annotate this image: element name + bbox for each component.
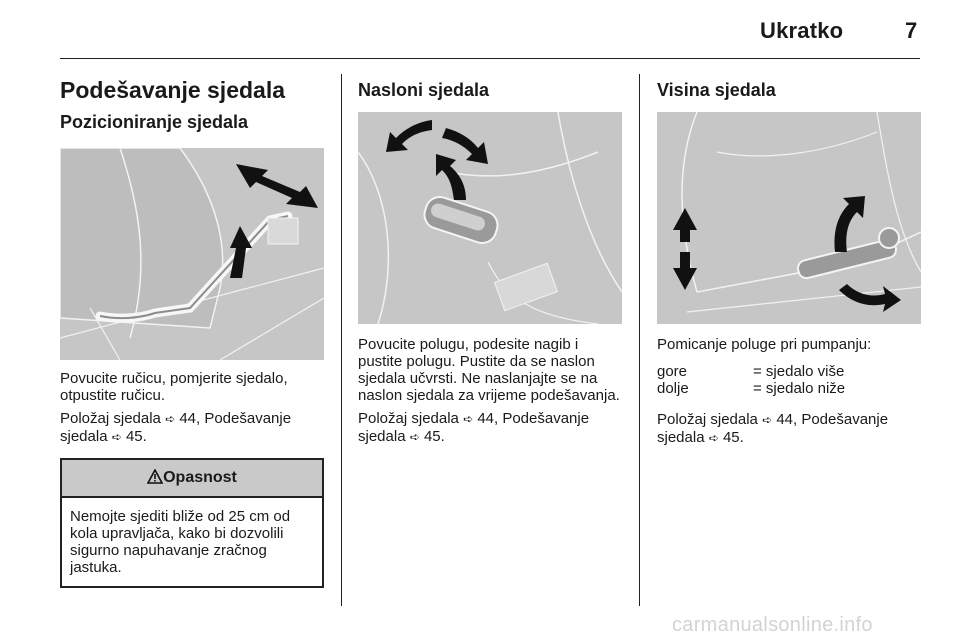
column-seat-positioning [60, 76, 324, 588]
header-title: Ukratko [760, 18, 844, 43]
arrow-right-icon: ➪ [409, 430, 420, 444]
section-heading: Nasloni sjedala [358, 80, 490, 100]
arrow-right-icon: ➪ [463, 412, 474, 426]
watermark: carmanualsonline.info [672, 614, 873, 636]
page-number: 7 [905, 18, 918, 43]
subsection-heading: Pozicioniranje sjedala [60, 112, 249, 132]
backrest-illustration [358, 112, 622, 324]
warning-title: Opasnost [163, 469, 237, 486]
instruction-text: Povucite polugu, podesite nagib i pustite polugu. Pustite da se naslon sjedala učvrsti. Ne naslanjajte se na naslon sjedala za vrijeme podešavanja. [358, 336, 620, 404]
seat-positioning-illustration [60, 148, 324, 360]
cross-reference: Položaj sjedala ➪ 44, Podešavanje sjedala ➪ 45. [60, 410, 292, 445]
table-row [657, 380, 921, 397]
lever-action-table [657, 363, 921, 397]
arrow-right-icon: ➪ [708, 431, 719, 445]
column-seat-height [657, 76, 921, 447]
cross-reference: Položaj sjedala ➪ 44, Podešavanje sjedala ➪ 45. [358, 410, 590, 445]
header-rule [60, 58, 920, 59]
arrow-right-icon: ➪ [165, 412, 176, 426]
arrow-right-icon: ➪ [111, 430, 122, 444]
table-value: = sjedalo niže [753, 380, 846, 397]
danger-warning-box [60, 458, 324, 588]
backrest-lever-drawing [358, 112, 622, 324]
arrow-right-icon: ➪ [762, 413, 773, 427]
cross-reference: Položaj sjedala ➪ 44, Podešavanje sjedala ➪ 45. [657, 411, 889, 446]
seat-height-lever-drawing [657, 112, 921, 324]
warning-body [62, 498, 322, 586]
intro-text: Pomicanje poluge pri pumpanju: [657, 336, 872, 353]
table-key: gore [657, 363, 688, 380]
column-divider-1 [341, 74, 342, 606]
seat-lever-drawing [60, 148, 324, 360]
section-heading: Podešavanje sjedala [60, 77, 286, 103]
table-value: = sjedalo više [753, 363, 845, 380]
table-key: dolje [657, 380, 689, 397]
table-row [657, 363, 921, 380]
instruction-text: Povucite ručicu, pomjerite sjedalo, otpustite ručicu. [60, 370, 288, 404]
warning-triangle-icon [147, 469, 163, 484]
warning-header [62, 460, 322, 498]
column-seat-backrest [358, 76, 622, 446]
warning-text: Nemojte sjediti bliže od 25 cm od kola upravljača, kako bi dozvolili sigurno napuhavanje zračnog jastuka. [70, 508, 291, 576]
section-heading: Visina sjedala [657, 80, 776, 100]
column-divider-2 [639, 74, 640, 606]
seat-height-illustration [657, 112, 921, 324]
